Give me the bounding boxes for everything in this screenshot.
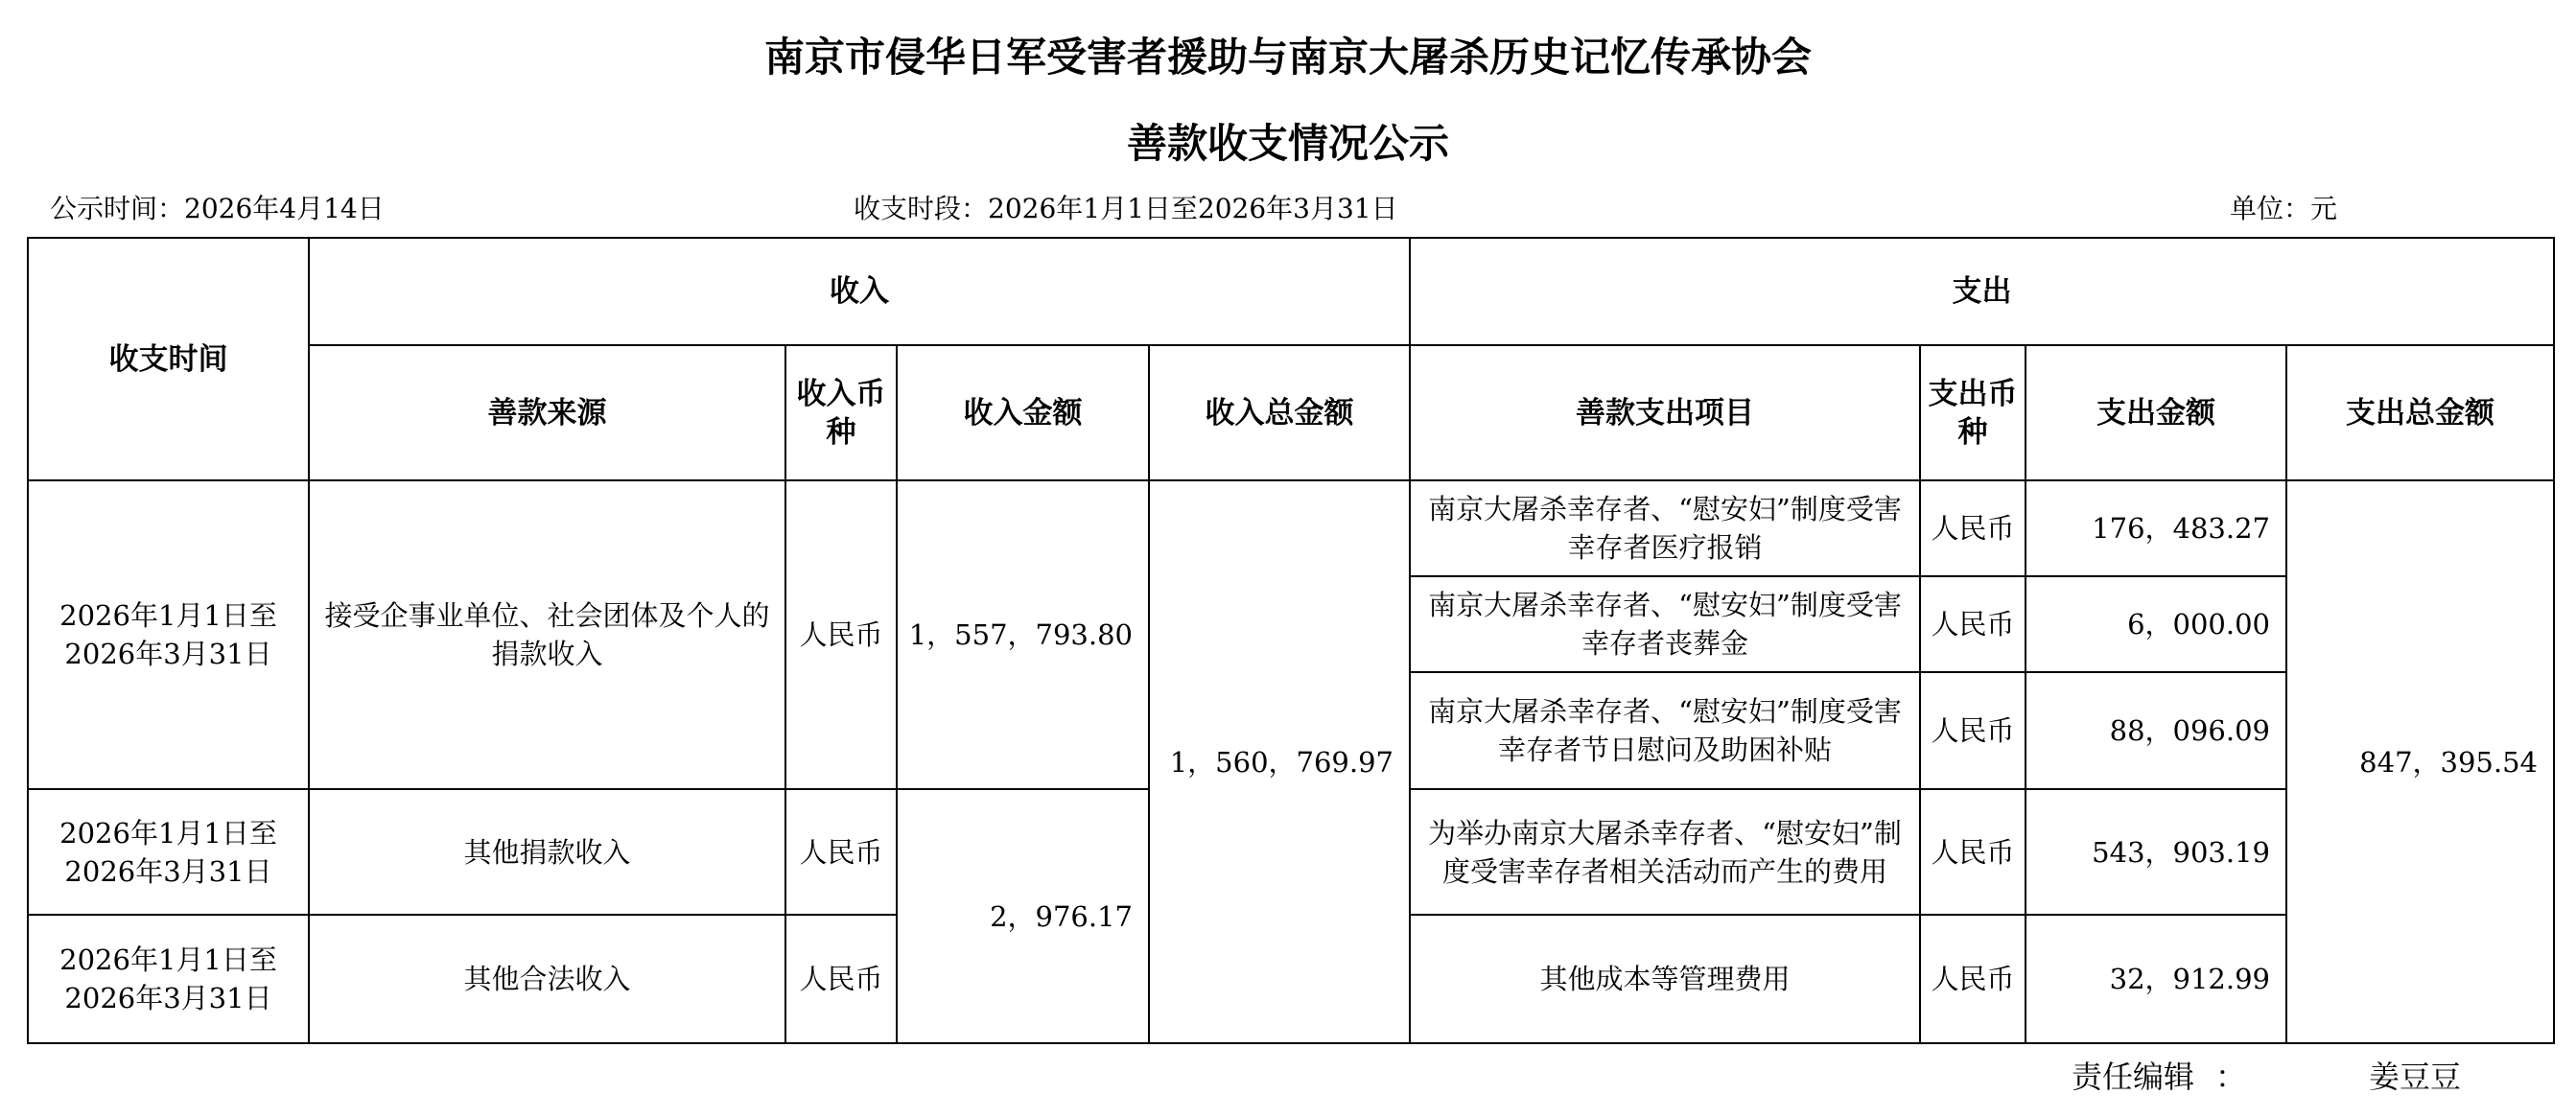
expense-item-cell: 其他成本等管理费用 xyxy=(1410,915,1920,1043)
header-income-amount: 收入金额 xyxy=(897,345,1149,480)
currency-unit: 单位：元 xyxy=(2230,193,2338,224)
income-time-cell: 2026年1月1日至2026年3月31日 xyxy=(28,915,309,1043)
income-currency-cell: 人民币 xyxy=(785,480,897,789)
income-total-cell: 1，560，769.97 xyxy=(1149,480,1410,1043)
header-row-2 xyxy=(28,345,2554,480)
expense-currency-cell: 人民币 xyxy=(1920,480,2026,576)
income-amount-cell: 1，557，793.80 xyxy=(897,480,1149,789)
header-expense-currency: 支出币种 xyxy=(1920,345,2026,480)
expense-item-cell: 为举办南京大屠杀幸存者、“慰安妇”制度受害幸存者相关活动而产生的费用 xyxy=(1410,789,1920,915)
expense-amount-cell: 88，096.09 xyxy=(2026,672,2286,789)
publish-date: 公示时间：2026年4月14日 xyxy=(50,193,385,224)
expense-amount-cell: 32，912.99 xyxy=(2026,915,2286,1043)
header-income-total: 收入总金额 xyxy=(1149,345,1410,480)
expense-amount-cell: 176，483.27 xyxy=(2026,480,2286,576)
expense-total-cell: 847，395.54 xyxy=(2286,480,2554,1043)
header-expense-amount: 支出金额 xyxy=(2026,345,2286,480)
expense-currency-cell: 人民币 xyxy=(1920,672,2026,789)
income-currency-cell: 人民币 xyxy=(785,915,897,1043)
income-amount-cell: 2，976.17 xyxy=(897,789,1149,1043)
expense-item-cell: 南京大屠杀幸存者、“慰安妇”制度受害幸存者节日慰问及助困补贴 xyxy=(1410,672,1920,789)
expense-amount-cell: 6，000.00 xyxy=(2026,576,2286,672)
table-row xyxy=(28,480,2554,576)
income-time-cell: 2026年1月1日至2026年3月31日 xyxy=(28,480,309,789)
header-time: 收支时间 xyxy=(28,238,309,480)
document-subtitle: 善款收支情况公示 xyxy=(1126,120,1449,167)
income-expense-table xyxy=(27,237,2555,1044)
header-row-1 xyxy=(28,238,2554,345)
reporting-period: 收支时段：2026年1月1日至2026年3月31日 xyxy=(854,193,1398,224)
header-income-source: 善款来源 xyxy=(309,345,785,480)
expense-currency-cell: 人民币 xyxy=(1920,789,2026,915)
expense-currency-cell: 人民币 xyxy=(1920,915,2026,1043)
expense-item-cell: 南京大屠杀幸存者、“慰安妇”制度受害幸存者医疗报销 xyxy=(1410,480,1920,576)
expense-amount-cell: 543，903.19 xyxy=(2026,789,2286,915)
header-income-currency: 收入币种 xyxy=(785,345,897,480)
income-time-cell: 2026年1月1日至2026年3月31日 xyxy=(28,789,309,915)
document-title: 南京市侵华日军受害者援助与南京大屠杀历史记忆传承协会 xyxy=(763,34,1812,81)
expense-item-cell: 南京大屠杀幸存者、“慰安妇”制度受害幸存者丧葬金 xyxy=(1410,576,1920,672)
editor-colon: ： xyxy=(2215,1059,2247,1095)
income-source-cell: 其他合法收入 xyxy=(309,915,785,1043)
income-source-cell: 接受企事业单位、社会团体及个人的捐款收入 xyxy=(309,480,785,789)
income-currency-cell: 人民币 xyxy=(785,789,897,915)
header-expense-total: 支出总金额 xyxy=(2286,345,2554,480)
editor-name: 姜豆豆 xyxy=(2369,1059,2462,1095)
header-expense-item: 善款支出项目 xyxy=(1410,345,1920,480)
editor-label: 责任编辑 xyxy=(2072,1059,2195,1095)
header-income: 收入 xyxy=(309,238,1410,345)
header-expense: 支出 xyxy=(1410,238,2554,345)
expense-currency-cell: 人民币 xyxy=(1920,576,2026,672)
income-source-cell: 其他捐款收入 xyxy=(309,789,785,915)
